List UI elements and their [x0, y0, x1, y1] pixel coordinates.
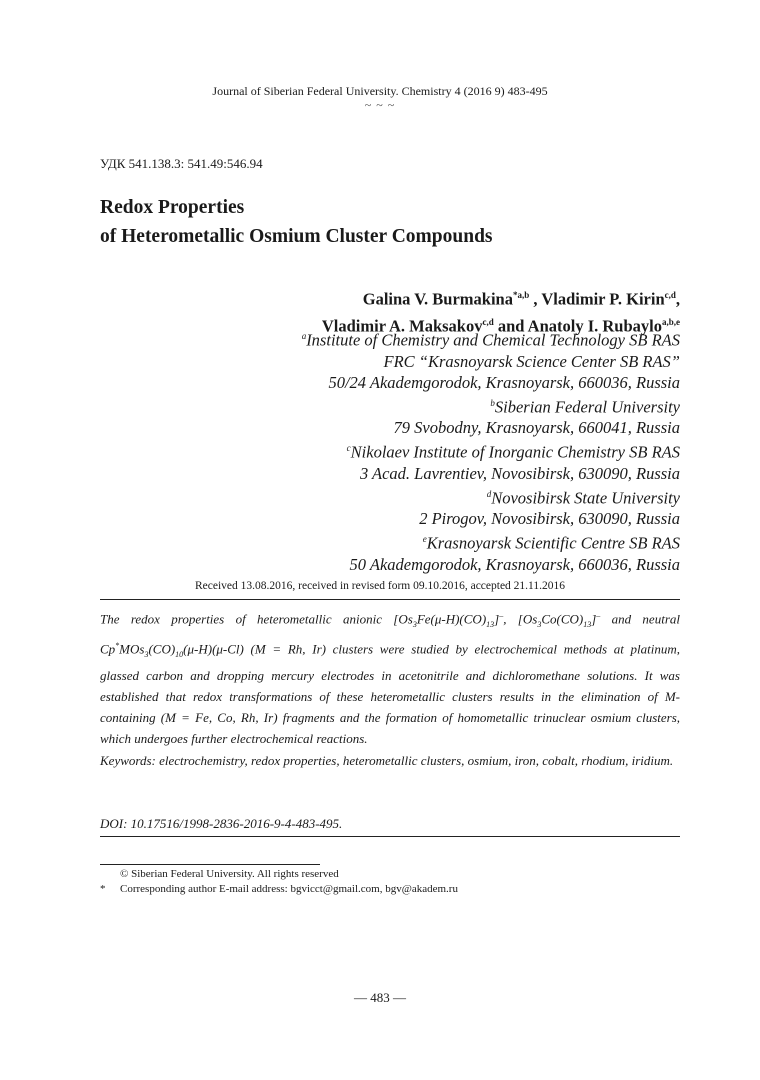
author-affiliation-marks: c,d — [482, 316, 494, 327]
received-dates: Received 13.08.2016, received in revised form 09.10.2016, accepted 21.11.2016 — [194, 580, 566, 592]
affiliation-line: 50 Akademgorodok, Krasnoyarsk, 660036, Russia — [349, 554, 680, 574]
author-name: Anatoly I. Rubaylo — [527, 316, 662, 335]
udk-code: УДК 541.138.3: 541.49:546.94 — [100, 156, 263, 171]
affiliation-line: 2 Pirogov, Novosibirsk, 630090, Russia — [419, 509, 680, 528]
abstract: The redox properties of heterometallic anionic $[Os_3Fe(\mu-H)(CO)_{13}]^-$, $[Os_3Co(CO)_{13}]^-$ and neutral $Cp^*MOs_3(CO)_{10}(\mu-H)(\mu-Cl) (M = Rh$, Ir) clusters were studied by electrochemical methods at platinum, glassed carbon and dropping mercury electrodes in acetonitrile and dichloromethane solutions. It was established that redox transformations of these heterometallic clusters results in the elimination of M-containing (M = Fe, Co, Rh, Ir) fragments and the formation of homometallic trinuclear osmium clusters, which undergoes further electrochemical reactions. — [100, 611, 680, 746]
page-number: — 483 — — [354, 990, 406, 1005]
footnote-rule — [100, 864, 320, 865]
abstract-top-rule — [100, 599, 680, 600]
affiliations — [302, 326, 680, 575]
footnote-copyright: © Siberian Federal University. All rights reserved — [120, 868, 339, 880]
affiliation-line: FRC “Krasnoyarsk Science Center SB RAS” — [383, 351, 680, 371]
affiliation-line: $^c$Nikolaev Institute of Inorganic Chemistry SB RAS — [346, 442, 680, 462]
affiliation-line: 50/24 Akademgorodok, Krasnoyarsk, 660036, Russia — [328, 372, 680, 392]
footnote-corresponding: * Corresponding author E-mail address: bgvicct@gmail.com, bgv@akadem.ru — [100, 883, 458, 895]
author-conjunction: and — [497, 316, 525, 335]
affiliation-line: $^a$Institute of Chemistry and Chemical Technology SB RAS — [301, 330, 680, 350]
author-affiliation-marks: c,d — [664, 290, 676, 300]
affiliation-line: 3 Acad. Lavrentiev, Novosibirsk, 630090, Russia — [359, 463, 680, 483]
abstract-bottom-rule — [100, 836, 680, 837]
doi: DOI: 10.17516/1998-2836-2016-9-4-483-495. — [100, 816, 343, 831]
journal-header: Journal of Siberian Federal University. Chemistry 4 (2016 9) 483-495 — [212, 84, 548, 98]
author-affiliation-marks: a,b,e — [662, 316, 680, 327]
footnotes — [100, 867, 458, 897]
affiliation-line: $^b$Siberian Federal University — [490, 397, 680, 416]
keywords: Keywords: electrochemistry, redox properties, heterometallic clusters, osmium, iron, cobalt, rhodium, iridium. — [100, 753, 674, 768]
author-name: Vladimir P. Kirin — [541, 289, 665, 309]
article-title — [100, 193, 493, 251]
affiliation-line: $^d$Novosibirsk State University — [486, 488, 680, 507]
author-name: Galina V. Burmakina — [362, 289, 513, 309]
author-affiliation-marks: *a,b — [512, 290, 530, 300]
title-line-1: Redox Properties — [100, 197, 245, 218]
title-line-2: of Heterometallic Osmium Cluster Compounds — [100, 226, 493, 247]
authors-line-1: Galina V. Burmakina$^{*a,b}$ , Vladimir P. Kirin$^{c,d}$, — [362, 289, 680, 309]
header-ornament: ~ ~ ~ — [364, 98, 396, 112]
affiliation-line: 79 Svobodny, Krasnoyarsk, 660041, Russia — [393, 418, 680, 437]
author-name: Vladimir A. Maksakov — [321, 316, 483, 335]
affiliation-line: $^e$Krasnoyarsk Scientific Centre SB RAS — [422, 533, 680, 553]
